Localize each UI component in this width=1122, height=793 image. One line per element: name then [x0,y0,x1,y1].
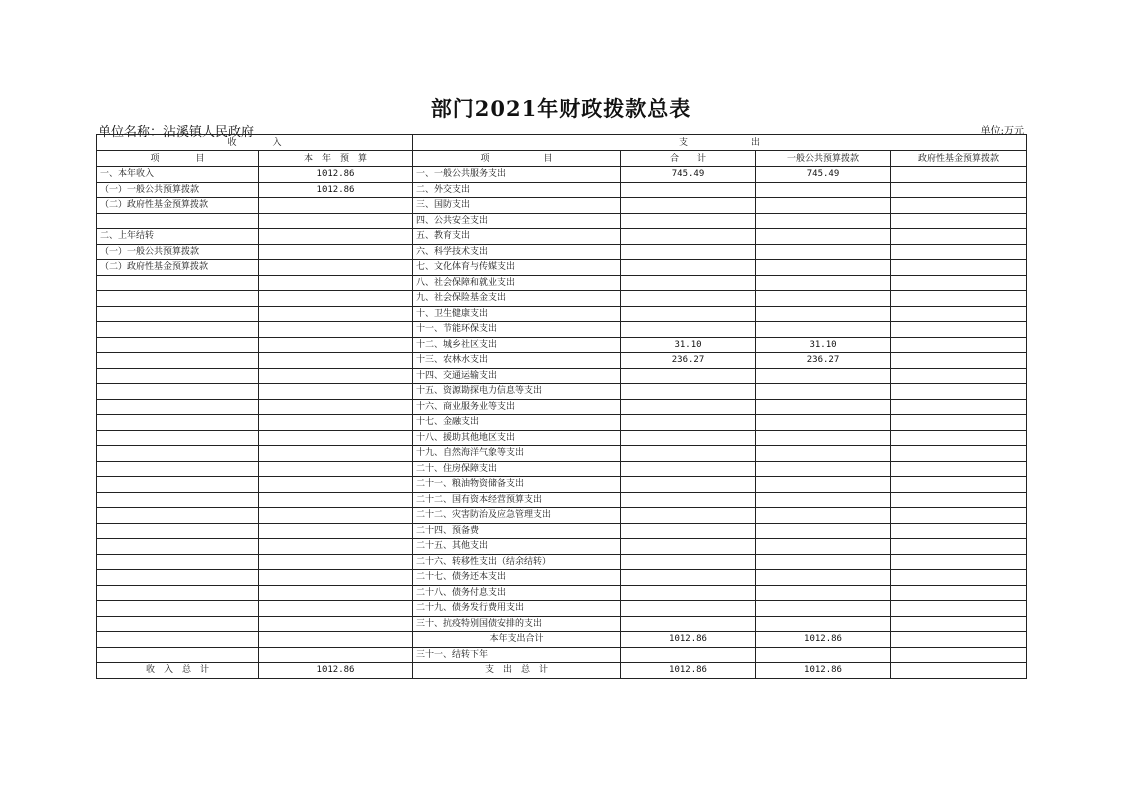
expense-grand-total: 1012.86 [621,663,756,679]
table-row [97,461,1027,477]
income-item-header: 项 目 [97,151,259,167]
expense-general-cell [756,492,891,508]
income-value-cell [259,353,413,369]
expense-fund-cell [891,182,1027,198]
expense-header: 支 出 [413,135,1027,151]
table-row [97,368,1027,384]
expense-item-cell: 二十四、预备费 [413,523,621,539]
expense-general-cell: 236.27 [756,353,891,369]
expense-fund-cell [891,539,1027,555]
income-item-cell [97,477,259,493]
expense-fund-cell [891,508,1027,524]
totals-row [97,663,1027,679]
expense-general-cell [756,182,891,198]
income-value-cell [259,244,413,260]
income-value-cell [259,554,413,570]
expense-general-cell [756,368,891,384]
expense-general-cell [756,415,891,431]
income-value-cell [259,616,413,632]
table-row [97,353,1027,369]
income-item-cell [97,368,259,384]
expense-general-cell [756,229,891,245]
expense-item-cell: 五、教育支出 [413,229,621,245]
expense-fund-cell [891,523,1027,539]
expense-total-cell [621,260,756,276]
expense-fund-cell [891,260,1027,276]
expense-general-cell [756,477,891,493]
expense-total-cell [621,554,756,570]
page-title: 部门2021年财政拨款总表 [430,96,692,121]
expense-fund-cell [891,306,1027,322]
table-row [97,446,1027,462]
expense-total-cell [621,477,756,493]
current-budget-header: 本 年 预 算 [259,151,413,167]
income-item-cell [97,523,259,539]
expense-total-cell [621,399,756,415]
table-row [97,601,1027,617]
table-row [97,539,1027,555]
table-row [97,198,1027,214]
income-item-cell [97,213,259,229]
table-row [97,477,1027,493]
expense-fund-cell [891,399,1027,415]
expense-fund-cell [891,492,1027,508]
income-item-cell [97,399,259,415]
expense-general-cell [756,244,891,260]
expense-total-cell [621,430,756,446]
table-row [97,384,1027,400]
income-item-cell [97,616,259,632]
expense-item-cell: 十、卫生健康支出 [413,306,621,322]
income-value-cell [259,585,413,601]
income-value-cell [259,523,413,539]
expense-general-cell [756,508,891,524]
income-item-cell [97,322,259,338]
expense-fund-cell [891,229,1027,245]
expense-total-cell [621,213,756,229]
income-item-cell [97,585,259,601]
expense-general-cell: 1012.86 [756,632,891,648]
expense-item-cell: 十六、商业服务业等支出 [413,399,621,415]
income-item-cell: （一）一般公共预算拨款 [97,182,259,198]
expense-total-cell: 236.27 [621,353,756,369]
expense-item-cell: 二十一、粮油物资储备支出 [413,477,621,493]
income-item-cell [97,353,259,369]
expense-total-cell [621,461,756,477]
income-value-cell [259,647,413,663]
expense-fund-cell [891,384,1027,400]
expense-total-cell [621,368,756,384]
expense-item-cell: 二十八、债务付息支出 [413,585,621,601]
expense-item-cell: 十九、自然海洋气象等支出 [413,446,621,462]
expense-item-cell: 二、外交支出 [413,182,621,198]
table-row [97,322,1027,338]
appropriation-table [96,134,1027,679]
expense-total-cell [621,275,756,291]
expense-fund-cell [891,446,1027,462]
general-budget-header: 一般公共预算拨款 [756,151,891,167]
table-row [97,229,1027,245]
income-item-cell [97,384,259,400]
expense-item-cell: 三十、抗疫特别国债安排的支出 [413,616,621,632]
expense-total-cell [621,198,756,214]
expense-total-cell [621,601,756,617]
expense-total-cell [621,415,756,431]
income-value-cell [259,260,413,276]
expense-general-cell [756,446,891,462]
expense-total-cell [621,523,756,539]
expense-total-cell [621,182,756,198]
header-row-2 [97,151,1027,167]
income-value-cell [259,430,413,446]
table-row [97,415,1027,431]
income-total-value: 1012.86 [259,663,413,679]
table-row [97,554,1027,570]
expense-item-cell: 十二、城乡社区支出 [413,337,621,353]
income-value-cell [259,337,413,353]
income-value-cell [259,632,413,648]
expense-item-cell: 十八、援助其他地区支出 [413,430,621,446]
expense-total-cell [621,446,756,462]
income-value-cell: 1012.86 [259,167,413,183]
income-item-cell: （一）一般公共预算拨款 [97,244,259,260]
table-row [97,492,1027,508]
income-item-cell [97,570,259,586]
expense-general-cell [756,585,891,601]
expense-fund-cell [891,353,1027,369]
expense-fund-cell [891,213,1027,229]
expense-fund-cell [891,647,1027,663]
expense-general-cell [756,384,891,400]
income-item-cell [97,508,259,524]
expense-item-cell: 本年支出合计 [413,632,621,648]
expense-fund-cell [891,337,1027,353]
income-total-label: 收 入 总 计 [97,663,259,679]
income-value-cell [259,384,413,400]
expense-fund-cell [891,368,1027,384]
expense-total-cell [621,508,756,524]
expense-fund-cell [891,461,1027,477]
total-header: 合 计 [621,151,756,167]
income-item-cell [97,430,259,446]
unit-name: 单位名称：沾溪镇人民政府 [98,125,255,140]
income-item-cell [97,337,259,353]
expense-general-cell [756,647,891,663]
income-item-cell [97,601,259,617]
expense-general-cell [756,291,891,307]
expense-general-cell [756,539,891,555]
table-row [97,244,1027,260]
table-row [97,508,1027,524]
expense-general-cell [756,260,891,276]
expense-item-cell: 二十二、灾害防治及应急管理支出 [413,508,621,524]
expense-item-cell: 二十七、债务还本支出 [413,570,621,586]
table-body [97,135,1027,679]
income-item-cell [97,306,259,322]
expense-fund-cell [891,570,1027,586]
expense-general-cell: 31.10 [756,337,891,353]
expense-fund-cell [891,601,1027,617]
expense-fund-cell [891,632,1027,648]
income-header: 收 入 [97,135,413,151]
expense-total-cell [621,647,756,663]
expense-item-cell: 七、文化体育与传媒支出 [413,260,621,276]
expense-fund-cell [891,477,1027,493]
income-value-cell [259,198,413,214]
expense-total-label: 支 出 总 计 [413,663,621,679]
table-row [97,632,1027,648]
income-item-cell [97,461,259,477]
income-item-cell: 二、上年结转 [97,229,259,245]
expense-total-cell: 31.10 [621,337,756,353]
expense-general-cell [756,275,891,291]
expense-item-cell: 二十二、国有资本经营预算支出 [413,492,621,508]
expense-fund-cell [891,616,1027,632]
income-value-cell [259,446,413,462]
income-value-cell [259,477,413,493]
expense-item-cell: 十七、金融支出 [413,415,621,431]
expense-fund-cell [891,275,1027,291]
expense-general-cell [756,601,891,617]
table-row [97,570,1027,586]
table-row [97,213,1027,229]
income-item-cell: 一、本年收入 [97,167,259,183]
table-row [97,167,1027,183]
expense-general-cell [756,523,891,539]
income-value-cell [259,539,413,555]
table-row [97,523,1027,539]
expense-total-cell [621,570,756,586]
expense-general-cell: 745.49 [756,167,891,183]
expense-general-cell [756,399,891,415]
table-row [97,616,1027,632]
expense-total-cell [621,322,756,338]
table-row [97,306,1027,322]
expense-item-cell: 二十五、其他支出 [413,539,621,555]
expense-general-cell [756,322,891,338]
expense-item-cell: 十四、交通运输支出 [413,368,621,384]
expense-general-cell [756,306,891,322]
expense-general-cell [756,461,891,477]
expense-total-cell: 745.49 [621,167,756,183]
header-row-1 [97,135,1027,151]
table-row [97,430,1027,446]
expense-item-cell: 二十六、转移性支出（结余结转） [413,554,621,570]
expense-general-cell [756,570,891,586]
expense-fund-total [891,663,1027,679]
expense-fund-cell [891,244,1027,260]
expense-general-total: 1012.86 [756,663,891,679]
expense-fund-cell [891,415,1027,431]
table-row [97,399,1027,415]
expense-fund-cell [891,291,1027,307]
income-value-cell [259,492,413,508]
expense-item-cell: 一、一般公共服务支出 [413,167,621,183]
expense-total-cell: 1012.86 [621,632,756,648]
expense-total-cell [621,229,756,245]
income-value-cell [259,213,413,229]
expense-fund-cell [891,167,1027,183]
income-item-cell [97,539,259,555]
expense-item-cell: 六、科学技术支出 [413,244,621,260]
income-value-cell [259,461,413,477]
table-row [97,182,1027,198]
expense-total-cell [621,492,756,508]
income-value-cell [259,291,413,307]
income-value-cell [259,275,413,291]
expense-item-cell: 二十、住房保障支出 [413,461,621,477]
income-value-cell: 1012.86 [259,182,413,198]
income-item-cell: （二）政府性基金预算拨款 [97,260,259,276]
income-value-cell [259,399,413,415]
expense-item-cell: 十一、节能环保支出 [413,322,621,338]
table-row [97,585,1027,601]
income-item-cell: （二）政府性基金预算拨款 [97,198,259,214]
expense-total-cell [621,616,756,632]
expense-total-cell [621,306,756,322]
expense-total-cell [621,291,756,307]
expense-item-cell: 二十九、债务发行费用支出 [413,601,621,617]
expense-item-cell: 八、社会保障和就业支出 [413,275,621,291]
income-item-cell [97,275,259,291]
table-row [97,337,1027,353]
expense-item-cell: 四、公共安全支出 [413,213,621,229]
income-value-cell [259,415,413,431]
expense-general-cell [756,213,891,229]
expense-total-cell [621,585,756,601]
expense-item-cell: 三、国防支出 [413,198,621,214]
expense-item-cell: 十三、农林水支出 [413,353,621,369]
income-item-cell [97,554,259,570]
currency-unit: 单位:万元 [980,126,1024,137]
table-row [97,275,1027,291]
income-item-cell [97,647,259,663]
expense-item-cell: 十五、资源勘探电力信息等支出 [413,384,621,400]
income-item-cell [97,291,259,307]
expense-total-cell [621,539,756,555]
income-value-cell [259,570,413,586]
expense-item-cell: 九、社会保险基金支出 [413,291,621,307]
expense-item-header: 项 目 [413,151,621,167]
income-item-cell [97,492,259,508]
income-value-cell [259,306,413,322]
fund-budget-header: 政府性基金预算拨款 [891,151,1027,167]
expense-fund-cell [891,430,1027,446]
expense-fund-cell [891,322,1027,338]
expense-fund-cell [891,554,1027,570]
expense-general-cell [756,554,891,570]
income-value-cell [259,322,413,338]
expense-total-cell [621,244,756,260]
expense-fund-cell [891,585,1027,601]
expense-general-cell [756,198,891,214]
expense-general-cell [756,430,891,446]
income-item-cell [97,632,259,648]
income-value-cell [259,601,413,617]
income-value-cell [259,368,413,384]
income-item-cell [97,446,259,462]
expense-item-cell: 三十一、结转下年 [413,647,621,663]
income-value-cell [259,229,413,245]
table-row [97,260,1027,276]
income-value-cell [259,508,413,524]
table-row [97,291,1027,307]
expense-total-cell [621,384,756,400]
income-item-cell [97,415,259,431]
expense-fund-cell [891,198,1027,214]
expense-general-cell [756,616,891,632]
table-row [97,647,1027,663]
